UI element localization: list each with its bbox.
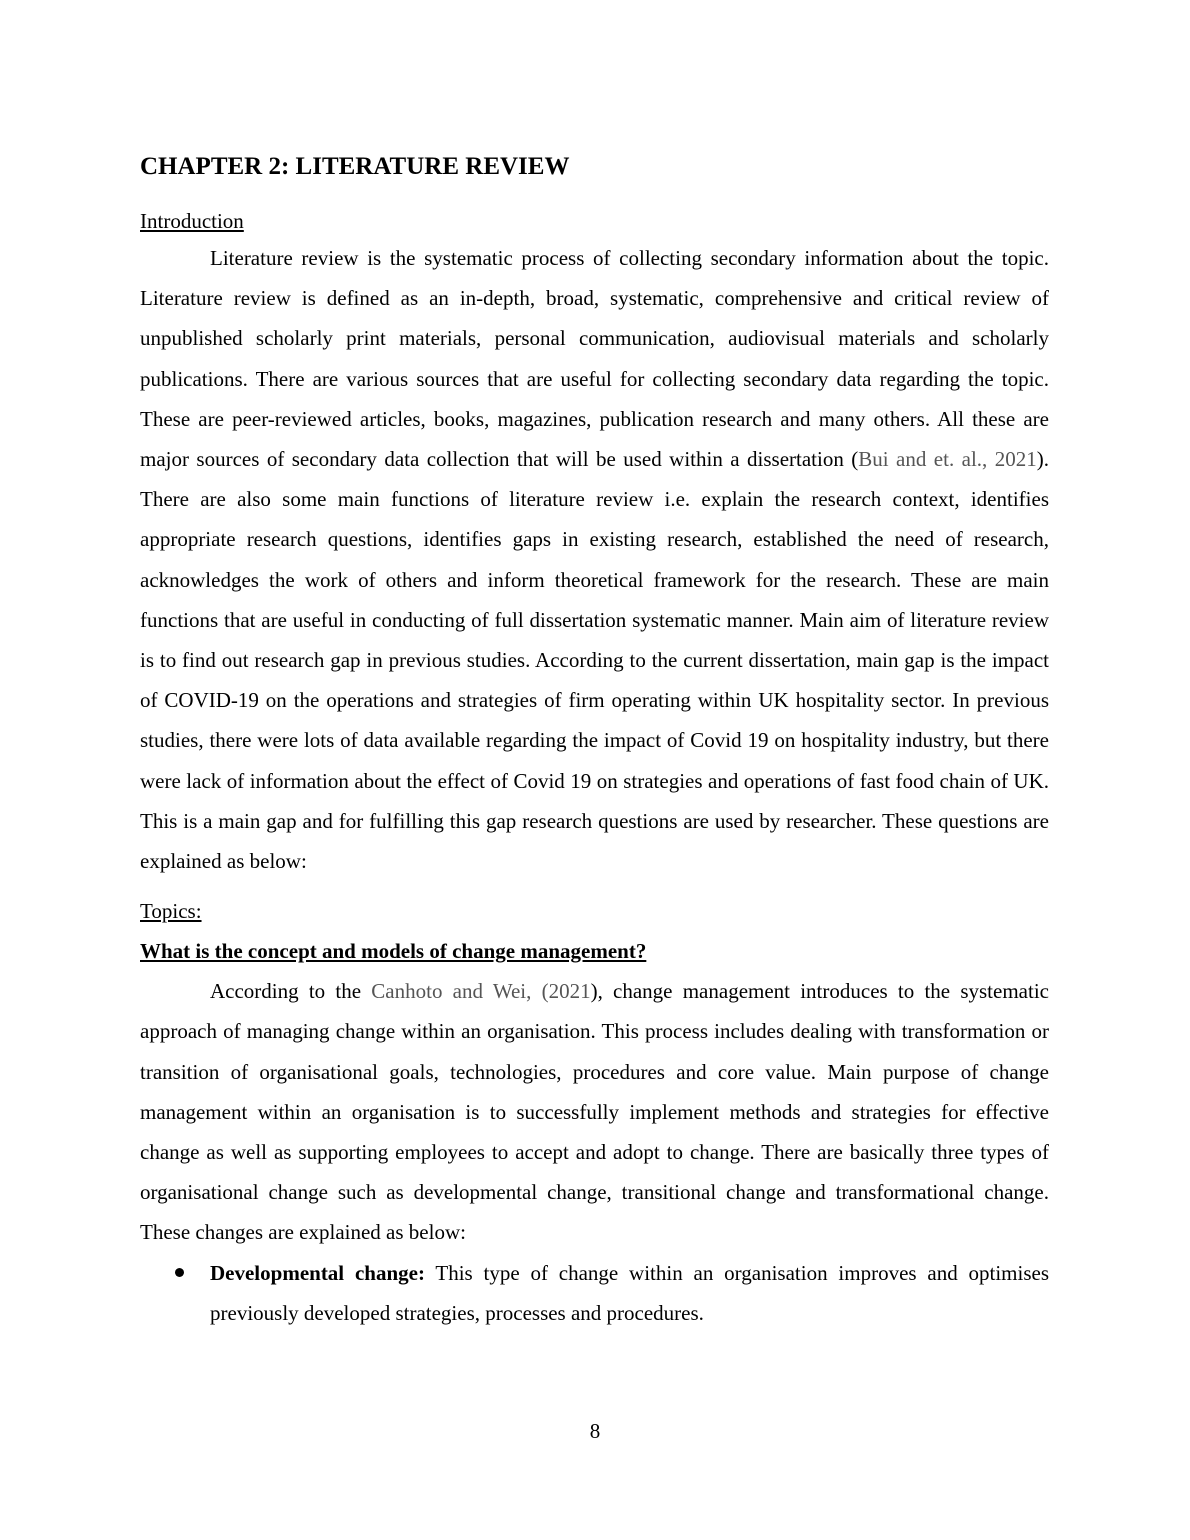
change-types-list [140, 1253, 1049, 1333]
change-text-part2: ), change management introduces to the systematic approach of managing change within an organisation. This process includes dealing with transformation or transition of organisational goals, technologies, procedures and core value. Main purpose of change management within an organisation is to successfully implement methods and strategies for effective change as well as supporting employees to accept and adopt to change. There are basically three types of organisational change such as developmental change, transitional change and transformational change. These changes are explained as below: [140, 979, 1049, 1245]
intro-text-part1: Literature review is the systematic process of collecting secondary information about the topic. Literature review is defined as an in-depth, broad, systematic, comprehensive and critical review of unpublished scholarly print materials, personal communication, audiovisual materials and scholarly publications. There are various sources that are useful for collecting secondary data regarding the topic. These are peer-reviewed articles, books, magazines, publication research and many others. All these are major sources of secondary data collection that will be used within a dissertation ( [140, 246, 1049, 472]
citation-bui: Bui and et. al., 2021 [858, 447, 1037, 472]
intro-paragraph [140, 238, 1049, 881]
introduction-label: Introduction [140, 209, 244, 233]
citation-canhoto: Canhoto and Wei, (2021 [371, 979, 591, 1004]
bullet-text: This type of change within an organisation improves and optimises previously developed strategies, processes and procedures. [210, 1260, 1050, 1325]
page-content [140, 150, 1049, 1333]
change-paragraph [140, 971, 1049, 1252]
change-text-part1: According to the [210, 979, 372, 1004]
bullet-term: Developmental change: [210, 1260, 425, 1285]
page-number: 8 [589, 1419, 601, 1443]
bullet-icon [175, 1268, 184, 1277]
topics-label: Topics: [140, 899, 202, 924]
list-item [140, 1253, 1049, 1333]
question-heading: What is the concept and models of change management? [140, 939, 647, 964]
chapter-title: CHAPTER 2: LITERATURE REVIEW [140, 153, 570, 180]
intro-text-part2: ). There are also some main functions of literature review i.e. explain the research context, identifies appropriate research questions, identifies gaps in existing research, established the need of research, acknowledges the work of others and inform theoretical framework for the research. These are main functions that are useful in conducting of full dissertation systematic manner. Main aim of literature review is to find out research gap in previous studies. According to the current dissertation, main gap is the impact of COVID-19 on the operations and strategies of firm operating within UK hospitality sector. In previous studies, there were lots of data available regarding the impact of Covid 19 on hospitality industry, but there were lack of information about the effect of Covid 19 on strategies and operations of fast food chain of UK. This is a main gap and for fulfilling this gap research questions are used by researcher. These questions are explained as below: [140, 447, 1049, 874]
